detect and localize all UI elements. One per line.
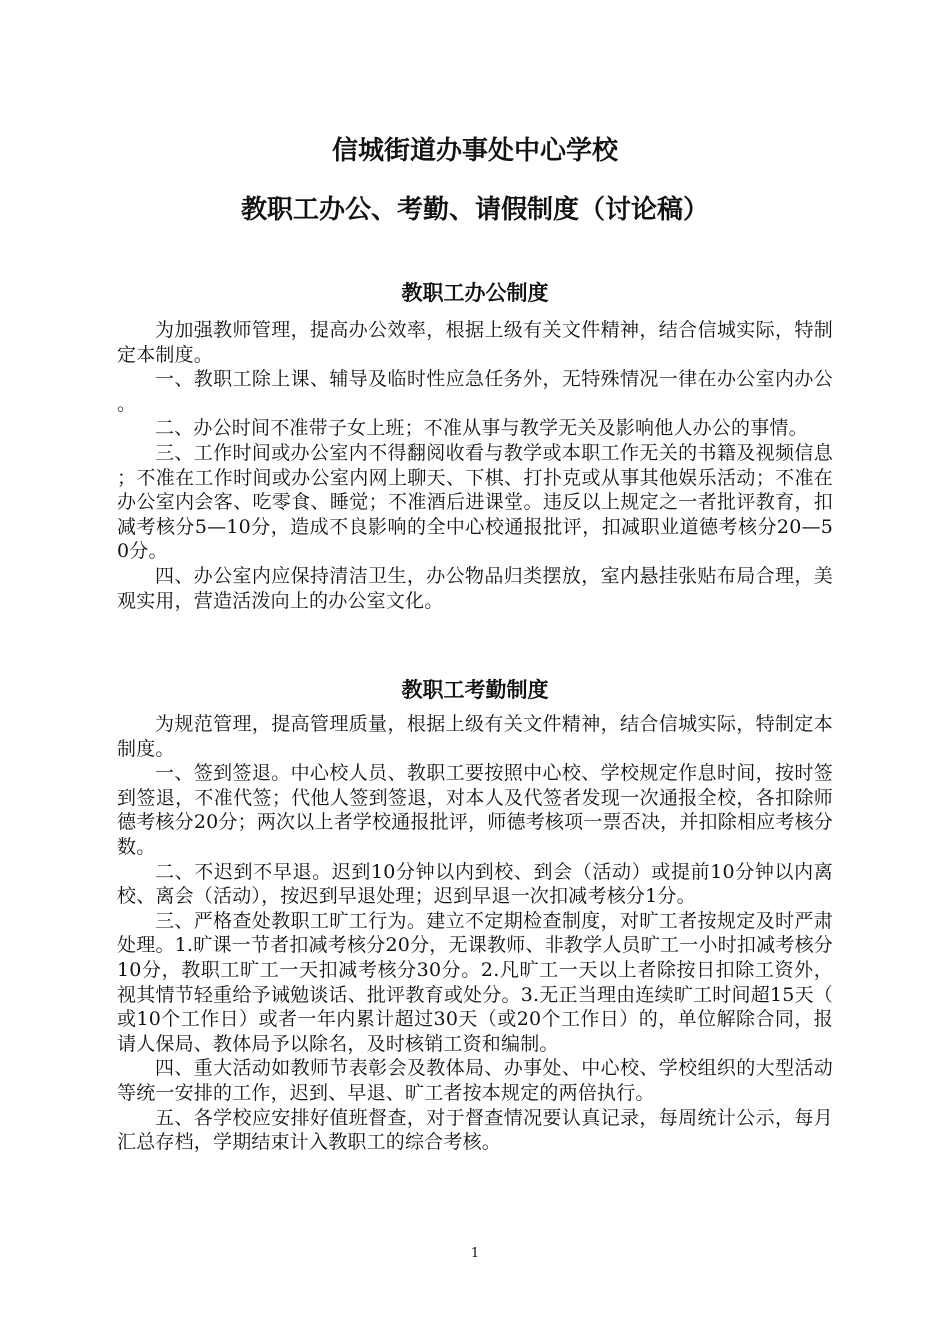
section-heading-office: 教职工办公制度 (401, 281, 549, 305)
paragraph: 五、各学校应安排好值班督查，对于督查情况要认真记录，每周统计公示，每月汇总存档，学期结束计入教职工的综合考核。 (117, 1106, 833, 1154)
paragraph: 二、办公时间不准带子女上班；不准从事与教学无关及影响他人办公的事情。 (155, 417, 808, 440)
paragraph: 四、办公室内应保持清洁卫生，办公物品归类摆放，室内悬挂张贴布局合理，美观实用，营造活泼向上的办公室文化。 (117, 564, 833, 612)
section-heading-attendance: 教职工考勤制度 (401, 678, 549, 702)
paragraph: 三、工作时间或办公室内不得翻阅收看与教学或本职工作无关的书籍及视频信息；不准在工作时间或办公室内网上聊天、下棋、打扑克或从事其他娱乐活动；不准在办公室内会客、吃零食、睡觉；不准酒后进课堂。违反以上规定之一者批评教育，扣减考核分5—10分，造成不良影响的全中心校通报批评，扣减职业道德考核分20—50分。 (117, 441, 833, 563)
section-office-body (117, 318, 833, 613)
paragraph: 二、不迟到不早退。迟到10分钟以内到校、到会（活动）或提前10分钟以内离校、离会（活动），按迟到早退处理；迟到早退一次扣减考核分1分。 (117, 860, 833, 908)
paragraph: 四、重大活动如教师节表彰会及教体局、办事处、中心校、学校组织的大型活动等统一安排的工作，迟到、早退、旷工者按本规定的两倍执行。 (117, 1057, 833, 1104)
paragraph: 一、签到签退。中心校人员、教职工要按照中心校、学校规定作息时间，按时签到签退，不准代签；代他人签到签退，对本人及代签者发现一次通报全校，各扣除师德考核分20分；两次以上者学校通报批评，师德考核项一票否决，并扣除相应考核分数。 (117, 762, 833, 858)
document-title-school: 信城街道办事处中心学校 (331, 136, 618, 166)
paragraph: 三、严格查处教职工旷工行为。建立不定期检查制度，对旷工者按规定及时严肃处理。1.旷课一节者扣减考核分20分，无课教师、非教学人员旷工一小时扣减考核分10分，教职工旷工一天扣减考核分30分。2.凡旷工一天以上者除按日扣除工资外，视其情节轻重给予诫勉谈话、批评教育或处分。3.无正当理由连续旷工时间超15天（或10个工作日）或者一年内累计超过30天（或20个工作日）的，单位解除合同，报请人保局、教体局予以除名，及时核销工资和编制。 (117, 909, 833, 1055)
section-attendance-body (117, 712, 833, 1155)
paragraph: 一、教职工除上课、辅导及临时性应急任务外，无特殊情况一律在办公室内办公。 (117, 368, 833, 415)
document-title-regulation: 教职工办公、考勤、请假制度（讨论稿） (240, 195, 709, 225)
paragraph: 为规范管理，提高管理质量，根据上级有关文件精神，结合信城实际，特制定本制度。 (117, 713, 833, 760)
paragraph: 为加强教师管理，提高办公效率，根据上级有关文件精神，结合信城实际，特制定本制度。 (117, 319, 833, 366)
page-number: 1 (470, 1246, 480, 1261)
